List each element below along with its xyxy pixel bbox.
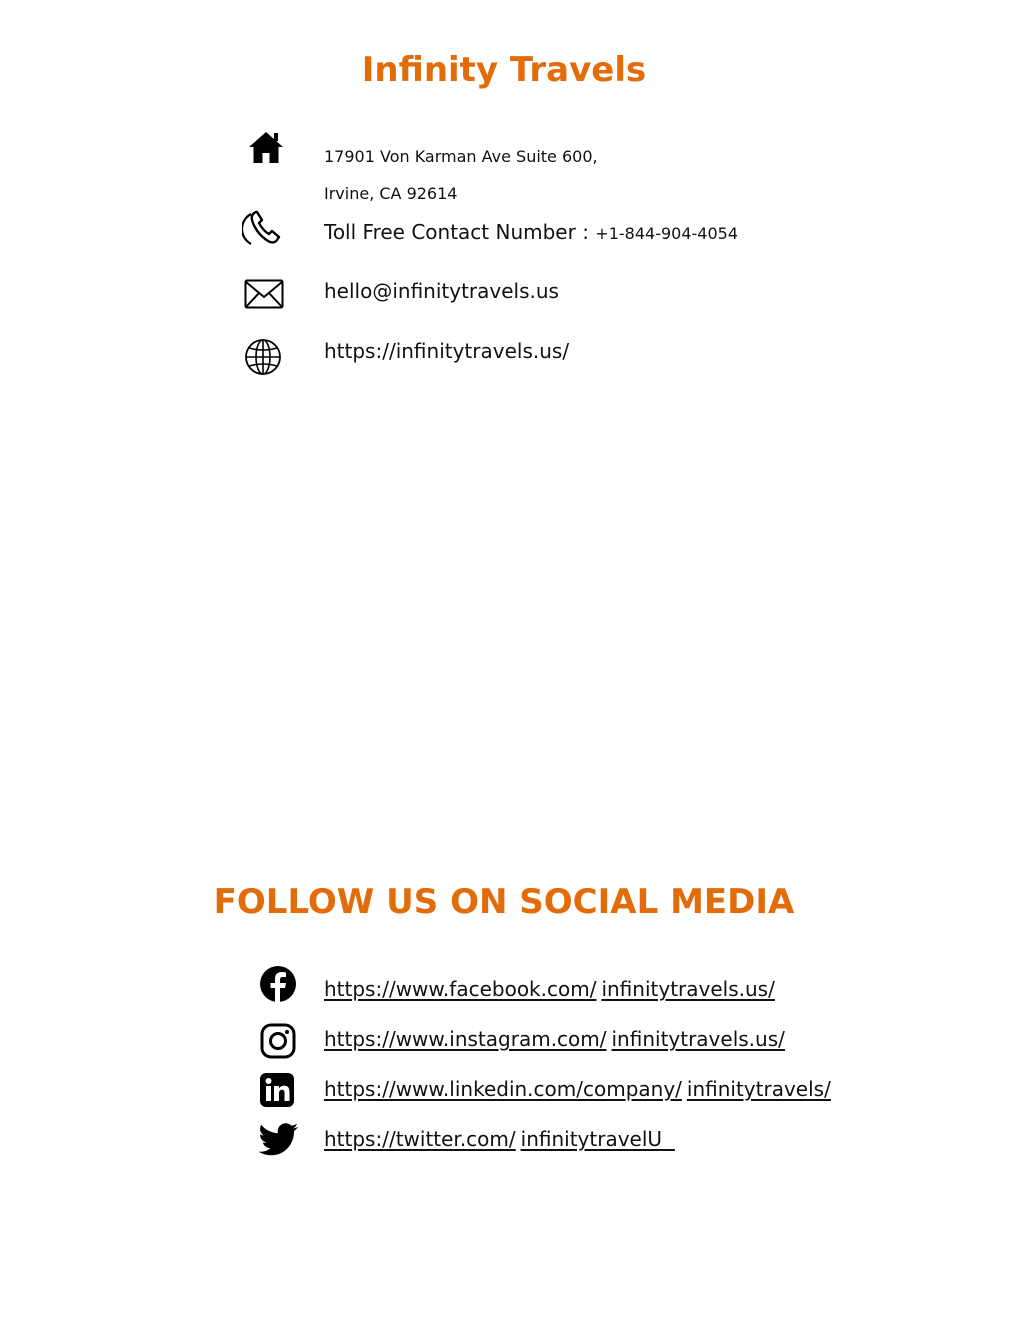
twitter-icon xyxy=(259,1122,299,1158)
address-line-1: 17901 Von Karman Ave Suite 600, xyxy=(324,147,598,166)
instagram-link[interactable] xyxy=(324,1027,785,1051)
linkedin-icon xyxy=(259,1072,295,1108)
instagram-link-handle[interactable]: infinitytravels.us/ xyxy=(611,1027,785,1051)
facebook-link-base[interactable]: https://www.facebook.com/ xyxy=(324,977,597,1001)
phone-label: Toll Free Contact Number : xyxy=(324,220,589,244)
linkedin-link-handle[interactable]: infinitytravels/ xyxy=(686,1077,831,1101)
email-address[interactable]: hello@infinitytravels.us xyxy=(324,279,559,303)
twitter-link-base[interactable]: https://twitter.com/ xyxy=(324,1127,516,1151)
page-title: Infinity Travels xyxy=(361,50,647,90)
facebook-link[interactable] xyxy=(324,977,775,1001)
address-line-2: Irvine, CA 92614 xyxy=(324,184,458,203)
facebook-link-handle[interactable]: infinitytravels.us/ xyxy=(601,977,775,1001)
twitter-link-handle[interactable]: infinitytravelU xyxy=(520,1127,663,1151)
phone-icon xyxy=(242,208,284,250)
facebook-icon xyxy=(259,965,297,1003)
instagram-link-base[interactable]: https://www.instagram.com/ xyxy=(324,1027,607,1051)
twitter-link-trailing-underline xyxy=(662,1127,675,1151)
phone-row xyxy=(324,220,738,244)
home-icon xyxy=(247,130,285,164)
phone-number[interactable]: +1-844-904-4054 xyxy=(595,224,738,243)
social-section-title: FOLLOW US ON SOCIAL MEDIA xyxy=(213,882,795,922)
globe-icon xyxy=(244,338,282,376)
website-link[interactable]: https://infinitytravels.us/ xyxy=(324,339,570,363)
twitter-link[interactable] xyxy=(324,1127,675,1151)
instagram-icon xyxy=(260,1023,296,1059)
linkedin-link[interactable] xyxy=(324,1077,831,1101)
envelope-icon xyxy=(244,279,284,309)
linkedin-link-base[interactable]: https://www.linkedin.com/company/ xyxy=(324,1077,682,1101)
